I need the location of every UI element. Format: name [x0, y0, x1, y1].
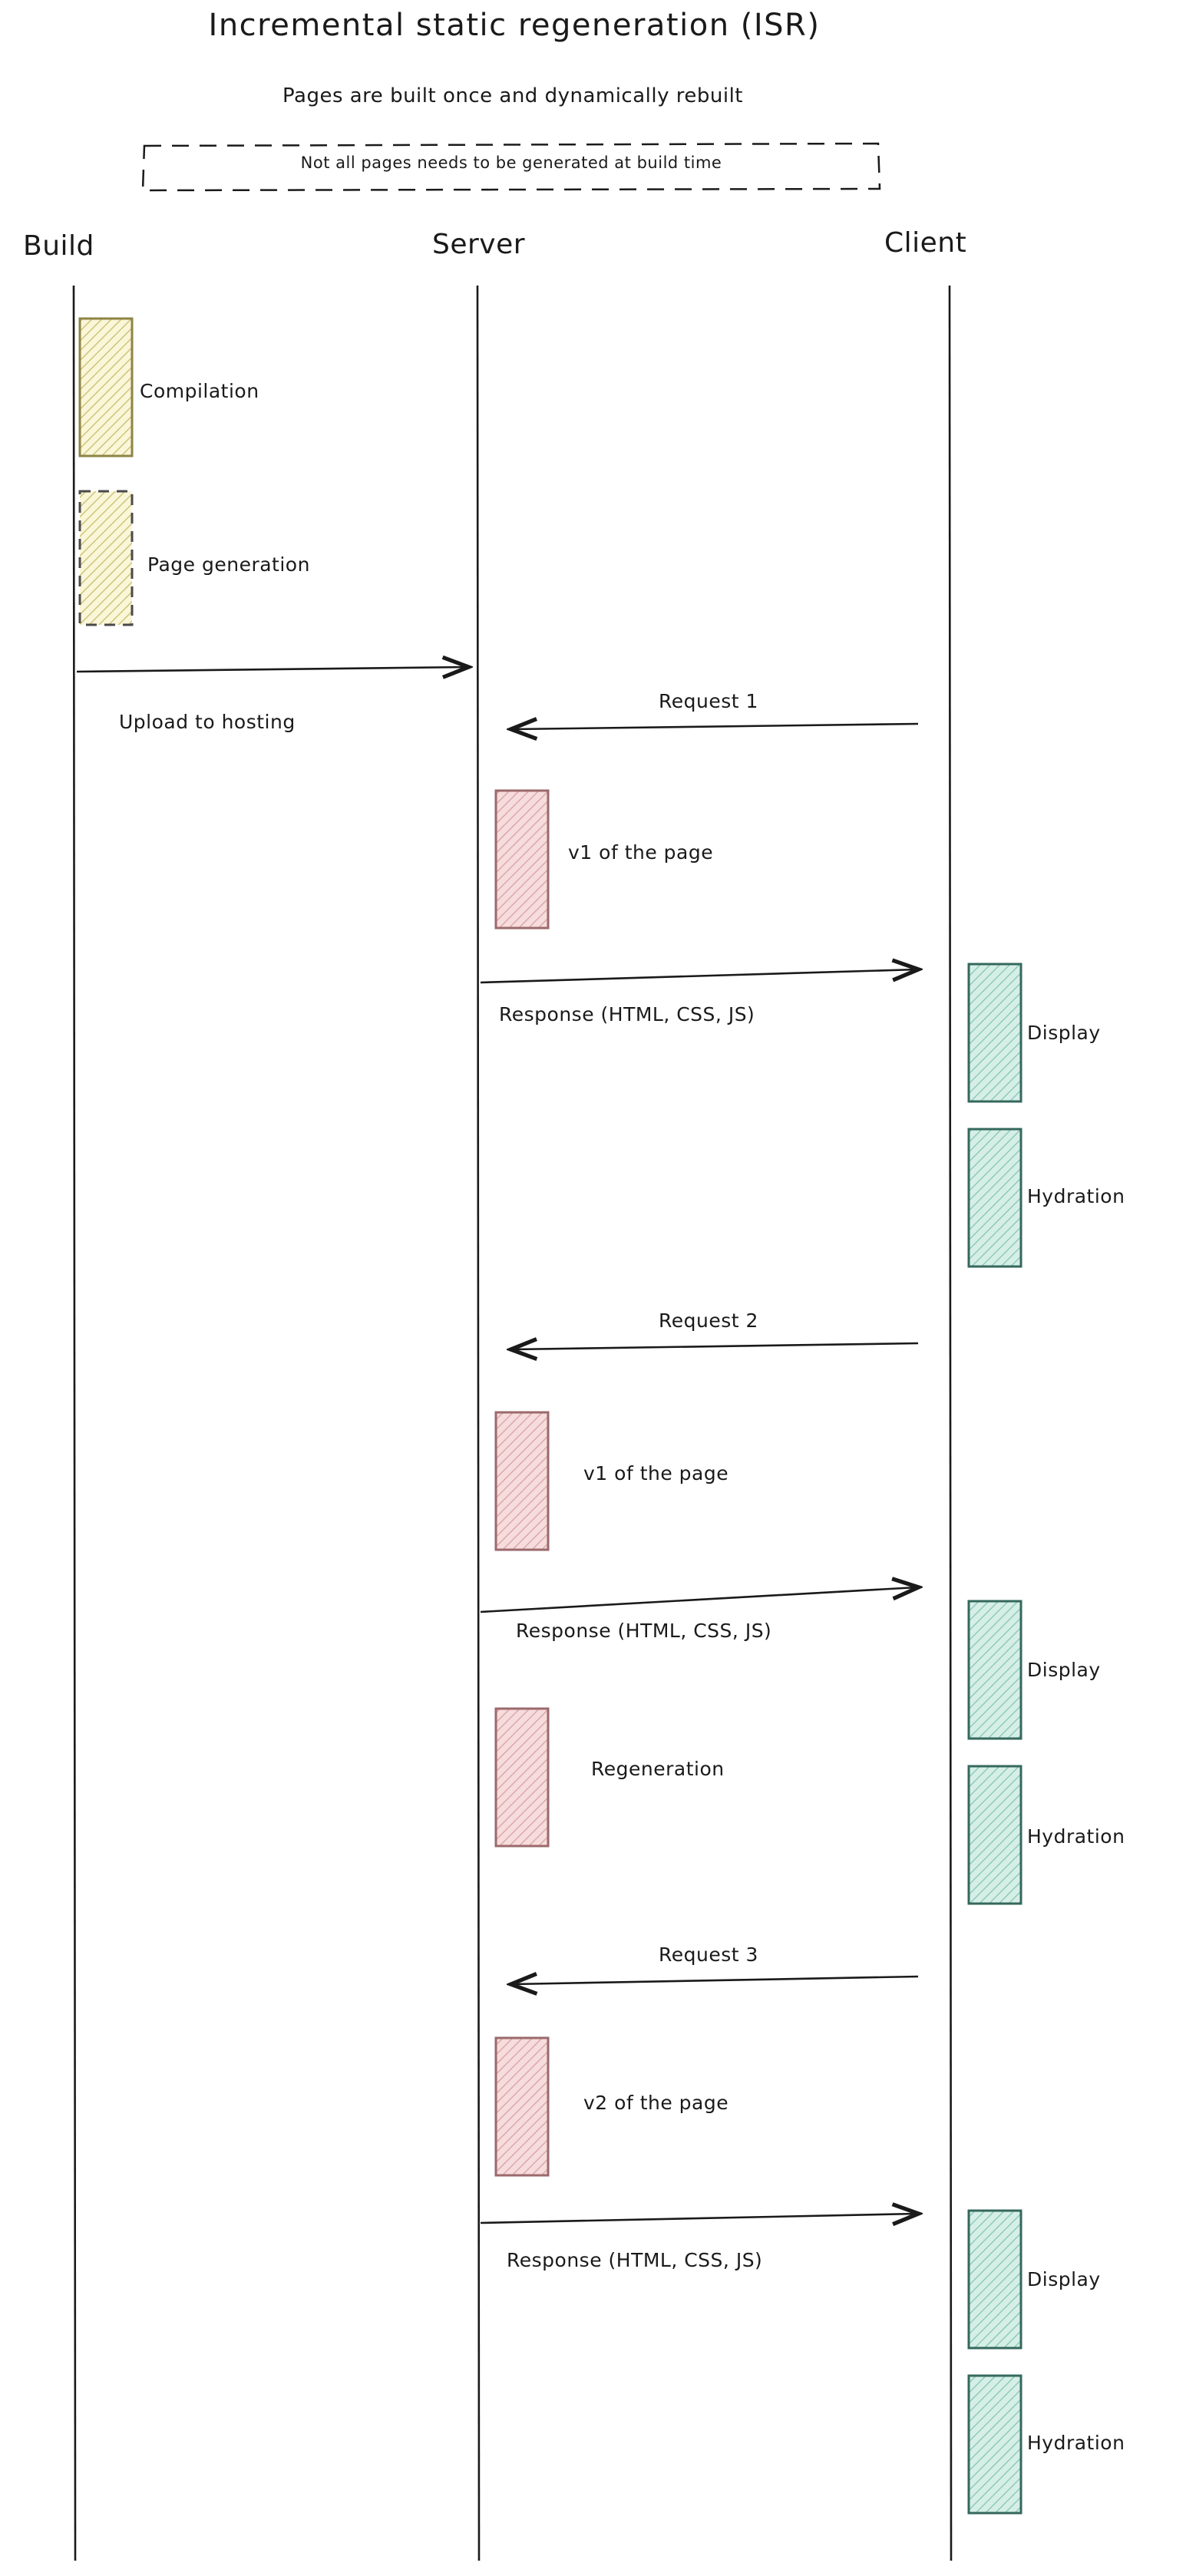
lane-label-server: Server	[432, 229, 526, 260]
diagram-subtitle: Pages are built once and dynamically rebuilt	[282, 84, 743, 107]
message-label-response-2: Response (HTML, CSS, JS)	[516, 1620, 772, 1642]
block-label-display-3: Display	[1027, 2268, 1101, 2290]
block-label-v1-page-2: v1 of the page	[583, 1462, 729, 1485]
block-hydration-3	[969, 2376, 1021, 2513]
block-display-3	[969, 2211, 1021, 2348]
block-display-1	[969, 964, 1021, 1101]
lane-label-client: Client	[884, 227, 967, 259]
arrow-response-2	[481, 1587, 917, 1612]
diagram-note: Not all pages needs to be generated at build time	[300, 154, 722, 172]
arrow-request-2	[513, 1343, 918, 1349]
block-label-hydration-1: Hydration	[1027, 1185, 1125, 1207]
arrow-upload-to-hosting	[77, 667, 467, 672]
block-label-regeneration: Regeneration	[591, 1758, 725, 1780]
arrow-response-3	[481, 2214, 917, 2223]
message-label-request-2: Request 2	[659, 1309, 758, 1332]
arrow-request-3	[513, 1977, 918, 1984]
block-label-display-1: Display	[1027, 1022, 1101, 1044]
block-label-display-2: Display	[1027, 1659, 1101, 1681]
block-display-2	[969, 1601, 1021, 1739]
block-hydration-1	[969, 1129, 1021, 1267]
block-label-v1-page-1: v1 of the page	[568, 841, 714, 864]
block-compilation	[80, 319, 132, 456]
block-label-hydration-3: Hydration	[1027, 2432, 1125, 2454]
block-page-generation	[80, 491, 132, 625]
block-label-page-generation: Page generation	[147, 553, 310, 576]
message-label-response-1: Response (HTML, CSS, JS)	[499, 1003, 755, 1025]
block-v1-page-1	[496, 791, 548, 928]
block-label-compilation: Compilation	[140, 380, 259, 402]
block-v2-page	[496, 2038, 548, 2175]
message-label-request-3: Request 3	[659, 1944, 758, 1966]
block-v1-page-2	[496, 1412, 548, 1550]
arrow-response-1	[481, 969, 917, 983]
block-hydration-2	[969, 1766, 1021, 1904]
message-label-upload-to-hosting: Upload to hosting	[119, 711, 296, 733]
block-label-v2-page: v2 of the page	[583, 2092, 729, 2114]
message-label-response-3: Response (HTML, CSS, JS)	[507, 2249, 763, 2271]
block-label-hydration-2: Hydration	[1027, 1825, 1125, 1848]
arrow-request-1	[513, 724, 918, 729]
diagram-title: Incremental static regeneration (ISR)	[208, 8, 821, 43]
lane-label-build: Build	[23, 230, 94, 262]
message-label-request-1: Request 1	[659, 690, 758, 712]
block-regeneration	[496, 1709, 548, 1846]
